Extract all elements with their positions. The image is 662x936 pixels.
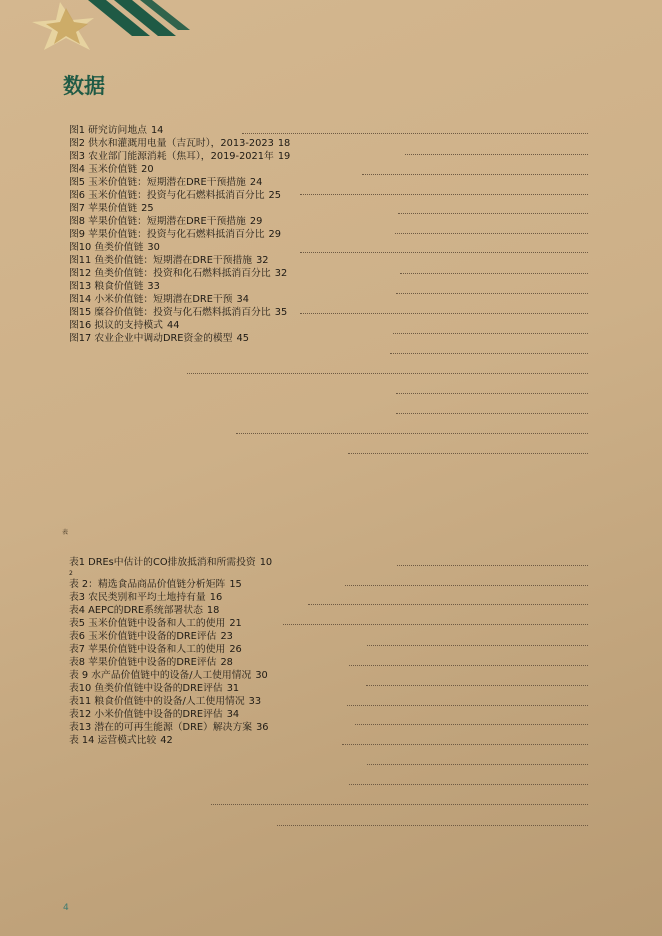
- table-entry[interactable]: 表 2：精选食品商品价值链分析矩阵 15: [69, 579, 242, 590]
- figure-entry[interactable]: 图2 供水和灌溉用电量（吉瓦时），2013-2023 18: [69, 138, 291, 149]
- table-entry[interactable]: 表1 DREs中估计的CO排放抵消和所需投资 10: [69, 557, 273, 568]
- dot-leader: [349, 784, 588, 785]
- figure-entry[interactable]: 图4 玉米价值链 20: [69, 164, 154, 175]
- dot-leader: [277, 825, 588, 826]
- dot-leader: [398, 213, 588, 214]
- dot-leader: [308, 604, 588, 605]
- dot-leader: [400, 273, 588, 274]
- figure-entry[interactable]: 图16 拟议的支持模式 44: [69, 320, 180, 331]
- table-entry[interactable]: 表3 农民类别和平均土地持有量 16: [69, 592, 223, 603]
- table-entry[interactable]: 表 14 运营模式比较 42: [69, 735, 173, 746]
- logo-emblem: [30, 0, 200, 56]
- dot-leader: [300, 252, 588, 253]
- dot-leader: [393, 333, 588, 334]
- figure-entry[interactable]: 图15 糜谷价值链：投资与化石燃料抵消百分比 35: [69, 307, 288, 318]
- dot-leader: [187, 373, 588, 374]
- figure-entry[interactable]: 图17 农业企业中调动DRE资金的模型 45: [69, 333, 249, 344]
- figure-entry[interactable]: 图1 研究访问地点 14: [69, 125, 164, 136]
- dot-leader: [347, 705, 588, 706]
- dot-leader: [211, 804, 588, 805]
- table-entry[interactable]: 表 9 水产品价值链中的设备/人工使用情况 30: [69, 670, 268, 681]
- figure-entry[interactable]: 图5 玉米价值链：短期潜在DRE干预措施 24: [69, 177, 263, 188]
- dot-leader: [396, 413, 588, 414]
- dot-leader: [390, 353, 588, 354]
- figure-entry[interactable]: 图10 鱼类价值链 30: [69, 242, 160, 253]
- figure-entry[interactable]: 图7 苹果价值链 25: [69, 203, 154, 214]
- page-title: 数据: [63, 74, 105, 98]
- figure-entry[interactable]: 图8 苹果价值链：短期潜在DRE干预措施 29: [69, 216, 263, 227]
- dot-leader: [367, 764, 588, 765]
- dot-leader: [397, 565, 588, 566]
- table-entry[interactable]: 表5 玉米价值链中设备和人工的使用 21: [69, 618, 242, 629]
- dot-leader: [395, 233, 588, 234]
- dot-leader: [342, 744, 588, 745]
- dot-leader: [362, 174, 588, 175]
- table-entry[interactable]: 表10 鱼类价值链中设备的DRE评估 31: [69, 683, 240, 694]
- table-entry[interactable]: 表11 粮食价值链中的设备/人工使用情况 33: [69, 696, 262, 707]
- dot-leader: [366, 685, 588, 686]
- dot-leader: [349, 665, 588, 666]
- dot-leader: [396, 393, 588, 394]
- dot-leader: [242, 133, 588, 134]
- dot-leader: [396, 293, 588, 294]
- figure-list: [69, 124, 290, 345]
- table-entry[interactable]: 表4 AEPC的DRE系统部署状态 18: [69, 605, 220, 616]
- dot-leader: [283, 624, 588, 625]
- dot-leader: [300, 194, 588, 195]
- figure-entry[interactable]: 图3 农业部门能源消耗（焦耳），2019-2021年 19: [69, 151, 291, 162]
- figure-entry[interactable]: 图13 粮食价值链 33: [69, 281, 160, 292]
- page-number: 4: [63, 903, 69, 913]
- subscript-note: 2: [69, 570, 73, 577]
- dot-leader: [348, 453, 588, 454]
- table-entry[interactable]: 表6 玉米价值链中设备的DRE评估 23: [69, 631, 233, 642]
- figure-entry[interactable]: 图12 鱼类价值链：投资和化石燃料抵消百分比 32: [69, 268, 288, 279]
- table-entry[interactable]: 表8 苹果价值链中设备的DRE评估 28: [69, 657, 233, 668]
- figure-entry[interactable]: 图14 小米价值链：短期潜在DRE干预 34: [69, 294, 249, 305]
- dot-leader: [300, 313, 588, 314]
- section-mark: 表: [62, 529, 69, 536]
- dot-leader: [405, 154, 588, 155]
- dot-leader: [236, 433, 588, 434]
- dot-leader: [355, 724, 588, 725]
- figure-entry[interactable]: 图6 玉米价值链：投资与化石燃料抵消百分比 25: [69, 190, 281, 201]
- dot-leader: [367, 645, 588, 646]
- table-list: [69, 556, 272, 747]
- figure-entry[interactable]: 图9 苹果价值链：投资与化石燃料抵消百分比 29: [69, 229, 281, 240]
- dot-leader: [345, 585, 588, 586]
- table-entry[interactable]: 表7 苹果价值链中设备和人工的使用 26: [69, 644, 242, 655]
- figure-entry[interactable]: 图11 鱼类价值链：短期潜在DRE干预措施 32: [69, 255, 269, 266]
- table-entry[interactable]: 表13 潜在的可再生能源（DRE）解决方案 36: [69, 722, 269, 733]
- table-entry[interactable]: 表12 小米价值链中设备的DRE评估 34: [69, 709, 240, 720]
